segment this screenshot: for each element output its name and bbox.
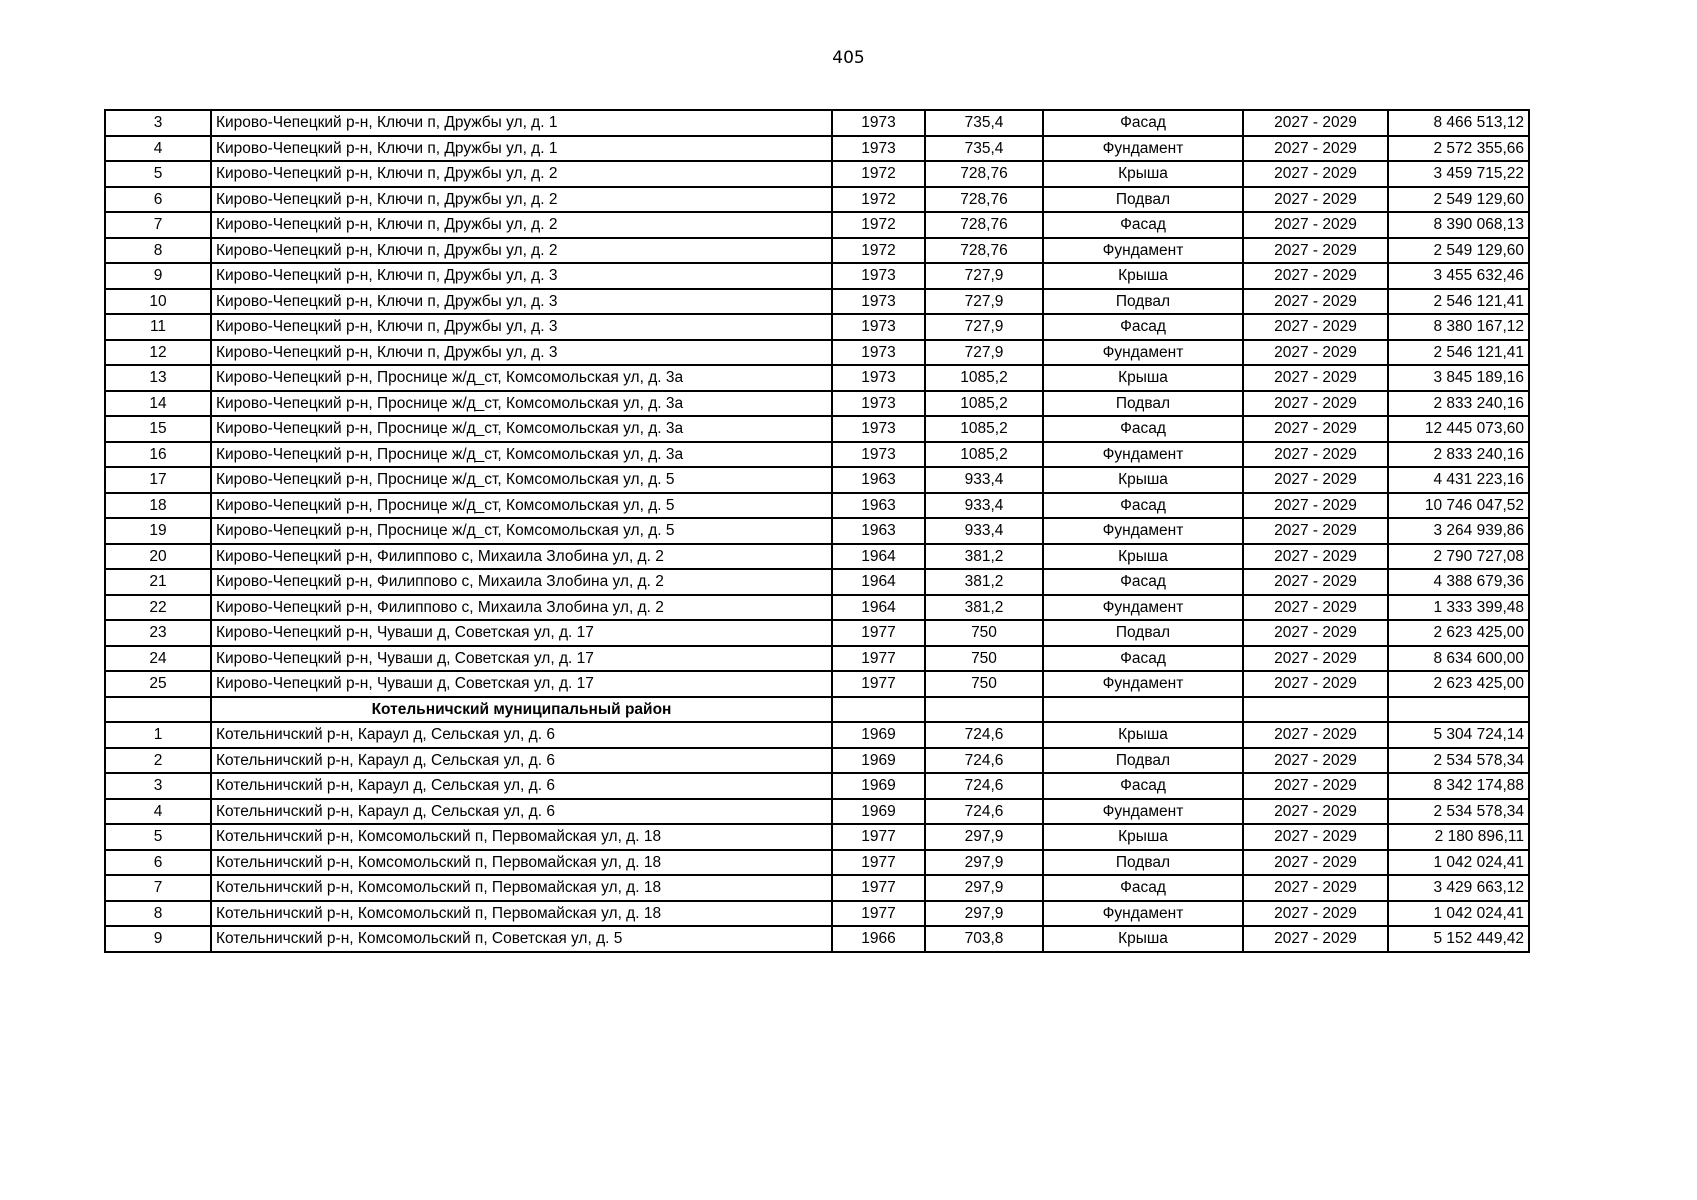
address-cell: Кирово-Чепецкий р-н, Ключи п, Дружбы ул, д. 3 xyxy=(211,263,832,289)
table-row xyxy=(105,773,1529,799)
area-cell: 728,76 xyxy=(925,187,1043,213)
table-row xyxy=(105,238,1529,264)
row-number: 4 xyxy=(105,136,211,162)
row-number: 17 xyxy=(105,467,211,493)
row-number: 4 xyxy=(105,799,211,825)
cost-cell: 8 466 513,12 xyxy=(1388,110,1529,136)
cost-cell: 3 845 189,16 xyxy=(1388,365,1529,391)
row-number: 14 xyxy=(105,391,211,417)
row-number: 9 xyxy=(105,263,211,289)
year-built-cell: 1973 xyxy=(832,442,925,468)
area-cell: 724,6 xyxy=(925,748,1043,774)
year-built-cell: 1969 xyxy=(832,799,925,825)
period-cell: 2027 - 2029 xyxy=(1243,136,1388,162)
cost-cell: 3 455 632,46 xyxy=(1388,263,1529,289)
row-number: 3 xyxy=(105,110,211,136)
period-cell xyxy=(1243,697,1388,723)
table-row xyxy=(105,340,1529,366)
work-type-cell: Подвал xyxy=(1043,620,1243,646)
year-built-cell: 1972 xyxy=(832,238,925,264)
address-cell: Кирово-Чепецкий р-н, Чуваши д, Советская ул, д. 17 xyxy=(211,671,832,697)
year-built-cell: 1977 xyxy=(832,901,925,927)
area-cell: 750 xyxy=(925,620,1043,646)
year-built-cell: 1972 xyxy=(832,187,925,213)
year-built-cell: 1973 xyxy=(832,263,925,289)
row-number: 6 xyxy=(105,850,211,876)
address-cell: Кирово-Чепецкий р-н, Ключи п, Дружбы ул, д. 3 xyxy=(211,314,832,340)
address-cell: Кирово-Чепецкий р-н, Филиппово с, Михаила Злобина ул, д. 2 xyxy=(211,569,832,595)
year-built-cell: 1963 xyxy=(832,467,925,493)
table-row xyxy=(105,187,1529,213)
row-number: 15 xyxy=(105,416,211,442)
area-cell: 727,9 xyxy=(925,314,1043,340)
area-cell: 1085,2 xyxy=(925,365,1043,391)
address-cell: Кирово-Чепецкий р-н, Проснице ж/д_ст, Комсомольская ул, д. 3а xyxy=(211,416,832,442)
section-title: Котельничский муниципальный район xyxy=(211,697,832,723)
area-cell: 933,4 xyxy=(925,467,1043,493)
year-built-cell: 1977 xyxy=(832,875,925,901)
row-number: 19 xyxy=(105,518,211,544)
address-cell: Кирово-Чепецкий р-н, Ключи п, Дружбы ул, д. 3 xyxy=(211,340,832,366)
period-cell: 2027 - 2029 xyxy=(1243,110,1388,136)
period-cell: 2027 - 2029 xyxy=(1243,773,1388,799)
work-type-cell: Крыша xyxy=(1043,544,1243,570)
cost-cell: 8 380 167,12 xyxy=(1388,314,1529,340)
row-number: 23 xyxy=(105,620,211,646)
cost-cell: 2 790 727,08 xyxy=(1388,544,1529,570)
cost-cell: 2 534 578,34 xyxy=(1388,799,1529,825)
period-cell: 2027 - 2029 xyxy=(1243,314,1388,340)
row-number: 24 xyxy=(105,646,211,672)
cost-cell: 8 342 174,88 xyxy=(1388,773,1529,799)
area-cell: 1085,2 xyxy=(925,391,1043,417)
year-built-cell: 1973 xyxy=(832,110,925,136)
work-type-cell: Фасад xyxy=(1043,416,1243,442)
work-type-cell: Крыша xyxy=(1043,365,1243,391)
table-row xyxy=(105,748,1529,774)
period-cell: 2027 - 2029 xyxy=(1243,850,1388,876)
area-cell: 750 xyxy=(925,646,1043,672)
table-row xyxy=(105,926,1529,952)
row-number: 5 xyxy=(105,824,211,850)
work-type-cell: Крыша xyxy=(1043,161,1243,187)
area-cell: 297,9 xyxy=(925,850,1043,876)
work-type-cell: Фасад xyxy=(1043,875,1243,901)
year-built-cell: 1964 xyxy=(832,595,925,621)
period-cell: 2027 - 2029 xyxy=(1243,926,1388,952)
cost-cell: 5 304 724,14 xyxy=(1388,722,1529,748)
work-type-cell: Фундамент xyxy=(1043,671,1243,697)
year-built-cell: 1969 xyxy=(832,773,925,799)
work-type-cell: Фасад xyxy=(1043,110,1243,136)
address-cell: Кирово-Чепецкий р-н, Ключи п, Дружбы ул, д. 1 xyxy=(211,110,832,136)
work-type-cell xyxy=(1043,697,1243,723)
year-built-cell: 1964 xyxy=(832,569,925,595)
area-cell: 727,9 xyxy=(925,263,1043,289)
period-cell: 2027 - 2029 xyxy=(1243,493,1388,519)
cost-cell: 2 546 121,41 xyxy=(1388,289,1529,315)
work-type-cell: Фундамент xyxy=(1043,442,1243,468)
row-number: 8 xyxy=(105,238,211,264)
year-built-cell: 1973 xyxy=(832,136,925,162)
cost-cell: 4 431 223,16 xyxy=(1388,467,1529,493)
year-built-cell: 1963 xyxy=(832,518,925,544)
table-body xyxy=(105,110,1529,952)
table-row xyxy=(105,518,1529,544)
area-cell: 1085,2 xyxy=(925,416,1043,442)
row-number: 18 xyxy=(105,493,211,519)
period-cell: 2027 - 2029 xyxy=(1243,569,1388,595)
year-built-cell: 1973 xyxy=(832,314,925,340)
cost-cell: 1 333 399,48 xyxy=(1388,595,1529,621)
area-cell: 933,4 xyxy=(925,493,1043,519)
repair-schedule-table xyxy=(104,109,1530,953)
address-cell: Кирово-Чепецкий р-н, Ключи п, Дружбы ул, д. 1 xyxy=(211,136,832,162)
period-cell: 2027 - 2029 xyxy=(1243,671,1388,697)
area-cell: 728,76 xyxy=(925,161,1043,187)
table-row xyxy=(105,161,1529,187)
cost-cell: 2 549 129,60 xyxy=(1388,187,1529,213)
work-type-cell: Крыша xyxy=(1043,467,1243,493)
period-cell: 2027 - 2029 xyxy=(1243,620,1388,646)
table-row xyxy=(105,442,1529,468)
address-cell: Котельничский р-н, Караул д, Сельская ул, д. 6 xyxy=(211,748,832,774)
work-type-cell: Подвал xyxy=(1043,187,1243,213)
cost-cell: 2 180 896,11 xyxy=(1388,824,1529,850)
year-built-cell: 1977 xyxy=(832,671,925,697)
table-row xyxy=(105,544,1529,570)
address-cell: Кирово-Чепецкий р-н, Ключи п, Дружбы ул, д. 3 xyxy=(211,289,832,315)
row-number: 3 xyxy=(105,773,211,799)
row-number: 1 xyxy=(105,722,211,748)
row-number: 16 xyxy=(105,442,211,468)
address-cell: Кирово-Чепецкий р-н, Проснице ж/д_ст, Комсомольская ул, д. 3а xyxy=(211,391,832,417)
table-row xyxy=(105,569,1529,595)
year-built-cell: 1969 xyxy=(832,748,925,774)
year-built-cell: 1977 xyxy=(832,646,925,672)
cost-cell: 4 388 679,36 xyxy=(1388,569,1529,595)
year-built-cell: 1966 xyxy=(832,926,925,952)
row-number: 7 xyxy=(105,875,211,901)
table-row xyxy=(105,799,1529,825)
year-built-cell: 1977 xyxy=(832,850,925,876)
cost-cell: 2 546 121,41 xyxy=(1388,340,1529,366)
area-cell: 297,9 xyxy=(925,901,1043,927)
table-row xyxy=(105,722,1529,748)
work-type-cell: Фундамент xyxy=(1043,340,1243,366)
row-number: 22 xyxy=(105,595,211,621)
address-cell: Кирово-Чепецкий р-н, Филиппово с, Михаила Злобина ул, д. 2 xyxy=(211,595,832,621)
period-cell: 2027 - 2029 xyxy=(1243,595,1388,621)
year-built-cell: 1973 xyxy=(832,340,925,366)
year-built-cell: 1969 xyxy=(832,722,925,748)
area-cell: 727,9 xyxy=(925,289,1043,315)
area-cell: 724,6 xyxy=(925,773,1043,799)
area-cell: 727,9 xyxy=(925,340,1043,366)
cost-cell xyxy=(1388,697,1529,723)
table-row xyxy=(105,314,1529,340)
work-type-cell: Фасад xyxy=(1043,569,1243,595)
cost-cell: 3 429 663,12 xyxy=(1388,875,1529,901)
area-cell: 381,2 xyxy=(925,569,1043,595)
table-row xyxy=(105,671,1529,697)
cost-cell: 2 534 578,34 xyxy=(1388,748,1529,774)
area-cell: 735,4 xyxy=(925,110,1043,136)
cost-cell: 2 572 355,66 xyxy=(1388,136,1529,162)
work-type-cell: Фундамент xyxy=(1043,595,1243,621)
work-type-cell: Подвал xyxy=(1043,850,1243,876)
table-row xyxy=(105,493,1529,519)
year-built-cell: 1973 xyxy=(832,416,925,442)
area-cell: 735,4 xyxy=(925,136,1043,162)
table-row xyxy=(105,646,1529,672)
work-type-cell: Фасад xyxy=(1043,646,1243,672)
cost-cell: 2 623 425,00 xyxy=(1388,671,1529,697)
year-built-cell: 1963 xyxy=(832,493,925,519)
row-number: 11 xyxy=(105,314,211,340)
area-cell: 933,4 xyxy=(925,518,1043,544)
address-cell: Кирово-Чепецкий р-н, Проснице ж/д_ст, Комсомольская ул, д. 5 xyxy=(211,518,832,544)
table-row xyxy=(105,263,1529,289)
period-cell: 2027 - 2029 xyxy=(1243,824,1388,850)
period-cell: 2027 - 2029 xyxy=(1243,365,1388,391)
cost-cell: 10 746 047,52 xyxy=(1388,493,1529,519)
period-cell: 2027 - 2029 xyxy=(1243,442,1388,468)
area-cell: 1085,2 xyxy=(925,442,1043,468)
row-number xyxy=(105,697,211,723)
cost-cell: 1 042 024,41 xyxy=(1388,901,1529,927)
table-row xyxy=(105,212,1529,238)
area-cell: 297,9 xyxy=(925,824,1043,850)
row-number: 21 xyxy=(105,569,211,595)
work-type-cell: Фундамент xyxy=(1043,518,1243,544)
period-cell: 2027 - 2029 xyxy=(1243,212,1388,238)
work-type-cell: Фасад xyxy=(1043,314,1243,340)
area-cell: 728,76 xyxy=(925,212,1043,238)
table-row xyxy=(105,110,1529,136)
address-cell: Котельничский р-н, Комсомольский п, Первомайская ул, д. 18 xyxy=(211,901,832,927)
table-row xyxy=(105,595,1529,621)
table-row xyxy=(105,467,1529,493)
row-number: 25 xyxy=(105,671,211,697)
period-cell: 2027 - 2029 xyxy=(1243,263,1388,289)
period-cell: 2027 - 2029 xyxy=(1243,799,1388,825)
period-cell: 2027 - 2029 xyxy=(1243,416,1388,442)
work-type-cell: Фундамент xyxy=(1043,238,1243,264)
section-header-row xyxy=(105,697,1529,723)
address-cell: Кирово-Чепецкий р-н, Чуваши д, Советская ул, д. 17 xyxy=(211,646,832,672)
cost-cell: 12 445 073,60 xyxy=(1388,416,1529,442)
area-cell: 724,6 xyxy=(925,722,1043,748)
work-type-cell: Крыша xyxy=(1043,824,1243,850)
row-number: 7 xyxy=(105,212,211,238)
address-cell: Котельничский р-н, Караул д, Сельская ул, д. 6 xyxy=(211,773,832,799)
period-cell: 2027 - 2029 xyxy=(1243,875,1388,901)
address-cell: Кирово-Чепецкий р-н, Ключи п, Дружбы ул, д. 2 xyxy=(211,212,832,238)
cost-cell: 3 459 715,22 xyxy=(1388,161,1529,187)
work-type-cell: Фасад xyxy=(1043,493,1243,519)
cost-cell: 8 390 068,13 xyxy=(1388,212,1529,238)
cost-cell: 2 833 240,16 xyxy=(1388,442,1529,468)
work-type-cell: Подвал xyxy=(1043,748,1243,774)
table-row xyxy=(105,391,1529,417)
table-row xyxy=(105,875,1529,901)
cost-cell: 1 042 024,41 xyxy=(1388,850,1529,876)
address-cell: Котельничский р-н, Комсомольский п, Первомайская ул, д. 18 xyxy=(211,824,832,850)
work-type-cell: Фасад xyxy=(1043,773,1243,799)
year-built-cell: 1973 xyxy=(832,391,925,417)
period-cell: 2027 - 2029 xyxy=(1243,289,1388,315)
address-cell: Котельничский р-н, Комсомольский п, Первомайская ул, д. 18 xyxy=(211,850,832,876)
row-number: 6 xyxy=(105,187,211,213)
work-type-cell: Фундамент xyxy=(1043,136,1243,162)
work-type-cell: Фундамент xyxy=(1043,799,1243,825)
period-cell: 2027 - 2029 xyxy=(1243,340,1388,366)
period-cell: 2027 - 2029 xyxy=(1243,238,1388,264)
address-cell: Котельничский р-н, Комсомольский п, Советская ул, д. 5 xyxy=(211,926,832,952)
period-cell: 2027 - 2029 xyxy=(1243,901,1388,927)
period-cell: 2027 - 2029 xyxy=(1243,187,1388,213)
cost-cell: 8 634 600,00 xyxy=(1388,646,1529,672)
area-cell: 728,76 xyxy=(925,238,1043,264)
table-row xyxy=(105,365,1529,391)
table-row xyxy=(105,289,1529,315)
area-cell: 724,6 xyxy=(925,799,1043,825)
address-cell: Кирово-Чепецкий р-н, Проснице ж/д_ст, Комсомольская ул, д. 3а xyxy=(211,365,832,391)
year-built-cell: 1977 xyxy=(832,620,925,646)
area-cell: 381,2 xyxy=(925,595,1043,621)
work-type-cell: Подвал xyxy=(1043,289,1243,315)
address-cell: Котельничский р-н, Караул д, Сельская ул, д. 6 xyxy=(211,799,832,825)
cost-cell: 5 152 449,42 xyxy=(1388,926,1529,952)
period-cell: 2027 - 2029 xyxy=(1243,544,1388,570)
row-number: 10 xyxy=(105,289,211,315)
cost-cell: 2 833 240,16 xyxy=(1388,391,1529,417)
year-built-cell xyxy=(832,697,925,723)
page-number: 405 xyxy=(832,48,865,68)
cost-cell: 2 549 129,60 xyxy=(1388,238,1529,264)
row-number: 9 xyxy=(105,926,211,952)
address-cell: Кирово-Чепецкий р-н, Ключи п, Дружбы ул, д. 2 xyxy=(211,238,832,264)
period-cell: 2027 - 2029 xyxy=(1243,518,1388,544)
year-built-cell: 1973 xyxy=(832,365,925,391)
year-built-cell: 1973 xyxy=(832,289,925,315)
area-cell: 750 xyxy=(925,671,1043,697)
period-cell: 2027 - 2029 xyxy=(1243,391,1388,417)
area-cell: 297,9 xyxy=(925,875,1043,901)
table-row xyxy=(105,136,1529,162)
area-cell xyxy=(925,697,1043,723)
row-number: 5 xyxy=(105,161,211,187)
table-row xyxy=(105,416,1529,442)
period-cell: 2027 - 2029 xyxy=(1243,748,1388,774)
row-number: 20 xyxy=(105,544,211,570)
address-cell: Котельничский р-н, Комсомольский п, Первомайская ул, д. 18 xyxy=(211,875,832,901)
year-built-cell: 1964 xyxy=(832,544,925,570)
address-cell: Котельничский р-н, Караул д, Сельская ул, д. 6 xyxy=(211,722,832,748)
table-row xyxy=(105,901,1529,927)
period-cell: 2027 - 2029 xyxy=(1243,722,1388,748)
work-type-cell: Крыша xyxy=(1043,263,1243,289)
row-number: 2 xyxy=(105,748,211,774)
address-cell: Кирово-Чепецкий р-н, Чуваши д, Советская ул, д. 17 xyxy=(211,620,832,646)
work-type-cell: Крыша xyxy=(1043,722,1243,748)
area-cell: 703,8 xyxy=(925,926,1043,952)
work-type-cell: Фасад xyxy=(1043,212,1243,238)
address-cell: Кирово-Чепецкий р-н, Проснице ж/д_ст, Комсомольская ул, д. 5 xyxy=(211,467,832,493)
area-cell: 381,2 xyxy=(925,544,1043,570)
period-cell: 2027 - 2029 xyxy=(1243,467,1388,493)
row-number: 12 xyxy=(105,340,211,366)
table-row xyxy=(105,850,1529,876)
row-number: 13 xyxy=(105,365,211,391)
address-cell: Кирово-Чепецкий р-н, Ключи п, Дружбы ул, д. 2 xyxy=(211,161,832,187)
period-cell: 2027 - 2029 xyxy=(1243,161,1388,187)
table-row xyxy=(105,620,1529,646)
address-cell: Кирово-Чепецкий р-н, Проснице ж/д_ст, Комсомольская ул, д. 3а xyxy=(211,442,832,468)
year-built-cell: 1972 xyxy=(832,212,925,238)
cost-cell: 2 623 425,00 xyxy=(1388,620,1529,646)
work-type-cell: Фундамент xyxy=(1043,901,1243,927)
work-type-cell: Подвал xyxy=(1043,391,1243,417)
address-cell: Кирово-Чепецкий р-н, Ключи п, Дружбы ул, д. 2 xyxy=(211,187,832,213)
year-built-cell: 1972 xyxy=(832,161,925,187)
period-cell: 2027 - 2029 xyxy=(1243,646,1388,672)
table-row xyxy=(105,824,1529,850)
address-cell: Кирово-Чепецкий р-н, Проснице ж/д_ст, Комсомольская ул, д. 5 xyxy=(211,493,832,519)
work-type-cell: Крыша xyxy=(1043,926,1243,952)
year-built-cell: 1977 xyxy=(832,824,925,850)
address-cell: Кирово-Чепецкий р-н, Филиппово с, Михаила Злобина ул, д. 2 xyxy=(211,544,832,570)
row-number: 8 xyxy=(105,901,211,927)
cost-cell: 3 264 939,86 xyxy=(1388,518,1529,544)
